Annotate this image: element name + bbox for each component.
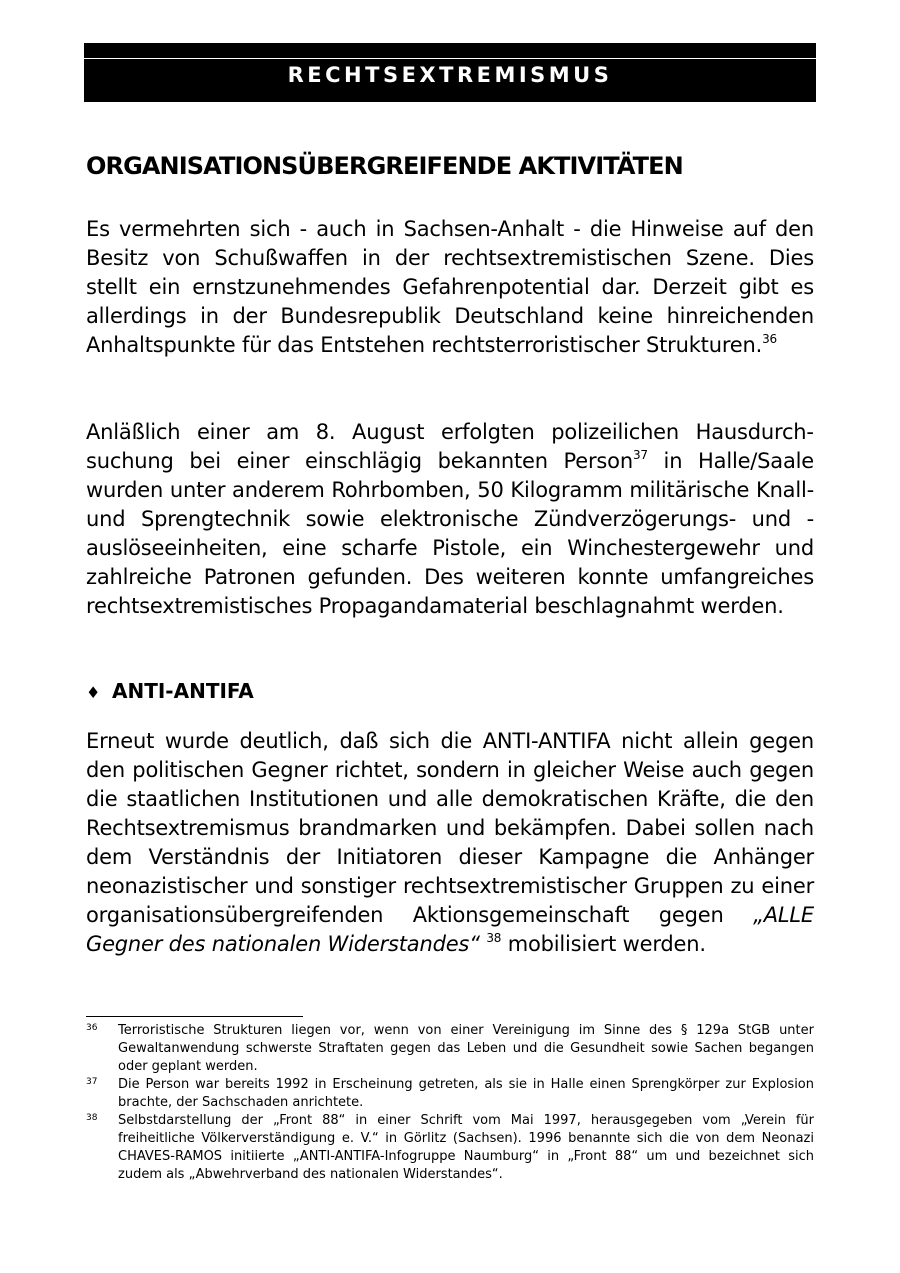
footnote-number: 38 [86, 1113, 98, 1123]
diamond-bullet-icon: ♦ [86, 683, 101, 702]
chapter-header-bar [84, 43, 816, 102]
footnote-text: Die Person war bereits 1992 in Erscheinung getreten, als sie in Halle einen Sprengkörper zur Explosion brachte, der Sachschaden anrichtete. [118, 1077, 814, 1110]
footnote-ref-38[interactable]: 38 [486, 931, 502, 945]
paragraph-text: Erneut wurde deutlich, daß sich die ANTI-ANTIFA nicht allein gegen den politischen Gegner richtet, sondern in gleicher Weise auch gegen die staatlichen Institutionen und alle demokratischen Kräfte, die den Rechtsextremismus brandmarken und bekämpfen. Dabei sollen nach dem Verständnis der Initiatoren dieser Kampagne die Anhänger neonazistischer und sonstiger rechtsextremistischer Gruppen zu einer organisationsübergreifenden Aktionsgemeinschaft gegen [86, 729, 814, 927]
paragraph-quote: „ALLE Gegner des nationalen Widerstandes“ [86, 903, 814, 956]
footnote-separator [86, 1016, 303, 1017]
footnotes [86, 1022, 814, 1184]
paragraph-text: in Halle/Saale wurden unter anderem Rohrbomben, 50 Kilogramm militärische Knall- und Sprengtechnik sowie elektronische Zündverzögerungs- und -auslöseeinheiten, eine scharfe Pistole, ein Winchestergewehr und zahlreiche Patronen gefunden. Des weiteren konnte umfangreiches rechtsextremistisches Propagandamaterial beschlagnahmt werden. [86, 449, 815, 618]
paragraph-anti-antifa [86, 727, 814, 959]
footnote-text: Selbstdarstellung der „Front 88“ in einer Schrift vom Mai 1997, herausgegeben vom „Verein für freiheitliche Völkerverständigung e. V.“ in Görlitz (Sachsen). 1996 benannte sich die von dem Neonazi CHAVES-RAMOS initiierte „ANTI-ANTIFA-Infogruppe Naumburg“ in „Front 88“ um und bezeichnet sich zudem als „Abwehrverband des nationalen Widerstandes“. [118, 1113, 814, 1182]
paragraph-text: Es vermehrten sich - auch in Sachsen-Anhalt - die Hinweise auf den Besitz von Schußwaffen in der rechtsextremistischen Szene. Dies stellt ein ernstzunehmendes Gefahrenpotential dar. Derzeit gibt es allerdings in der Bundesrepublik Deutschland keine hinreichenden Anhaltspunkte für das Entstehen rechtsterroristischer Strukturen. [86, 217, 814, 357]
paragraph-text: Anläßlich einer am 8. August erfolgten polizeilichen Hausdurchsuchung bei einer einschlägig bekannten Person [86, 420, 814, 473]
subsection-title: ANTI-ANTIFA [112, 679, 254, 703]
paragraph-firearms [86, 215, 814, 360]
footnote-ref-36[interactable]: 36 [762, 332, 777, 346]
paragraph-house-search [86, 418, 814, 621]
footnote-ref-37[interactable]: 37 [632, 448, 648, 462]
footnote-38 [86, 1112, 814, 1184]
subsection-heading [86, 679, 254, 703]
footnote-text: Terroristische Strukturen liegen vor, wenn von einer Vereinigung im Sinne des § 129a StGB unter Gewaltanwendung schwerste Straftaten gegen das Leben und die Gesundheit sowie Sachen begangen oder geplant werden. [118, 1023, 814, 1074]
footnote-37 [86, 1076, 814, 1112]
footnote-number: 36 [86, 1023, 98, 1033]
paragraph-text: mobilisiert werden. [501, 932, 706, 956]
footnote-36 [86, 1022, 814, 1076]
section-heading: ORGANISATIONSÜBERGREIFENDE AKTIVITÄTEN [86, 152, 683, 180]
chapter-title: RECHTSEXTREMISMUS [287, 63, 613, 87]
footnote-number: 37 [86, 1077, 98, 1087]
